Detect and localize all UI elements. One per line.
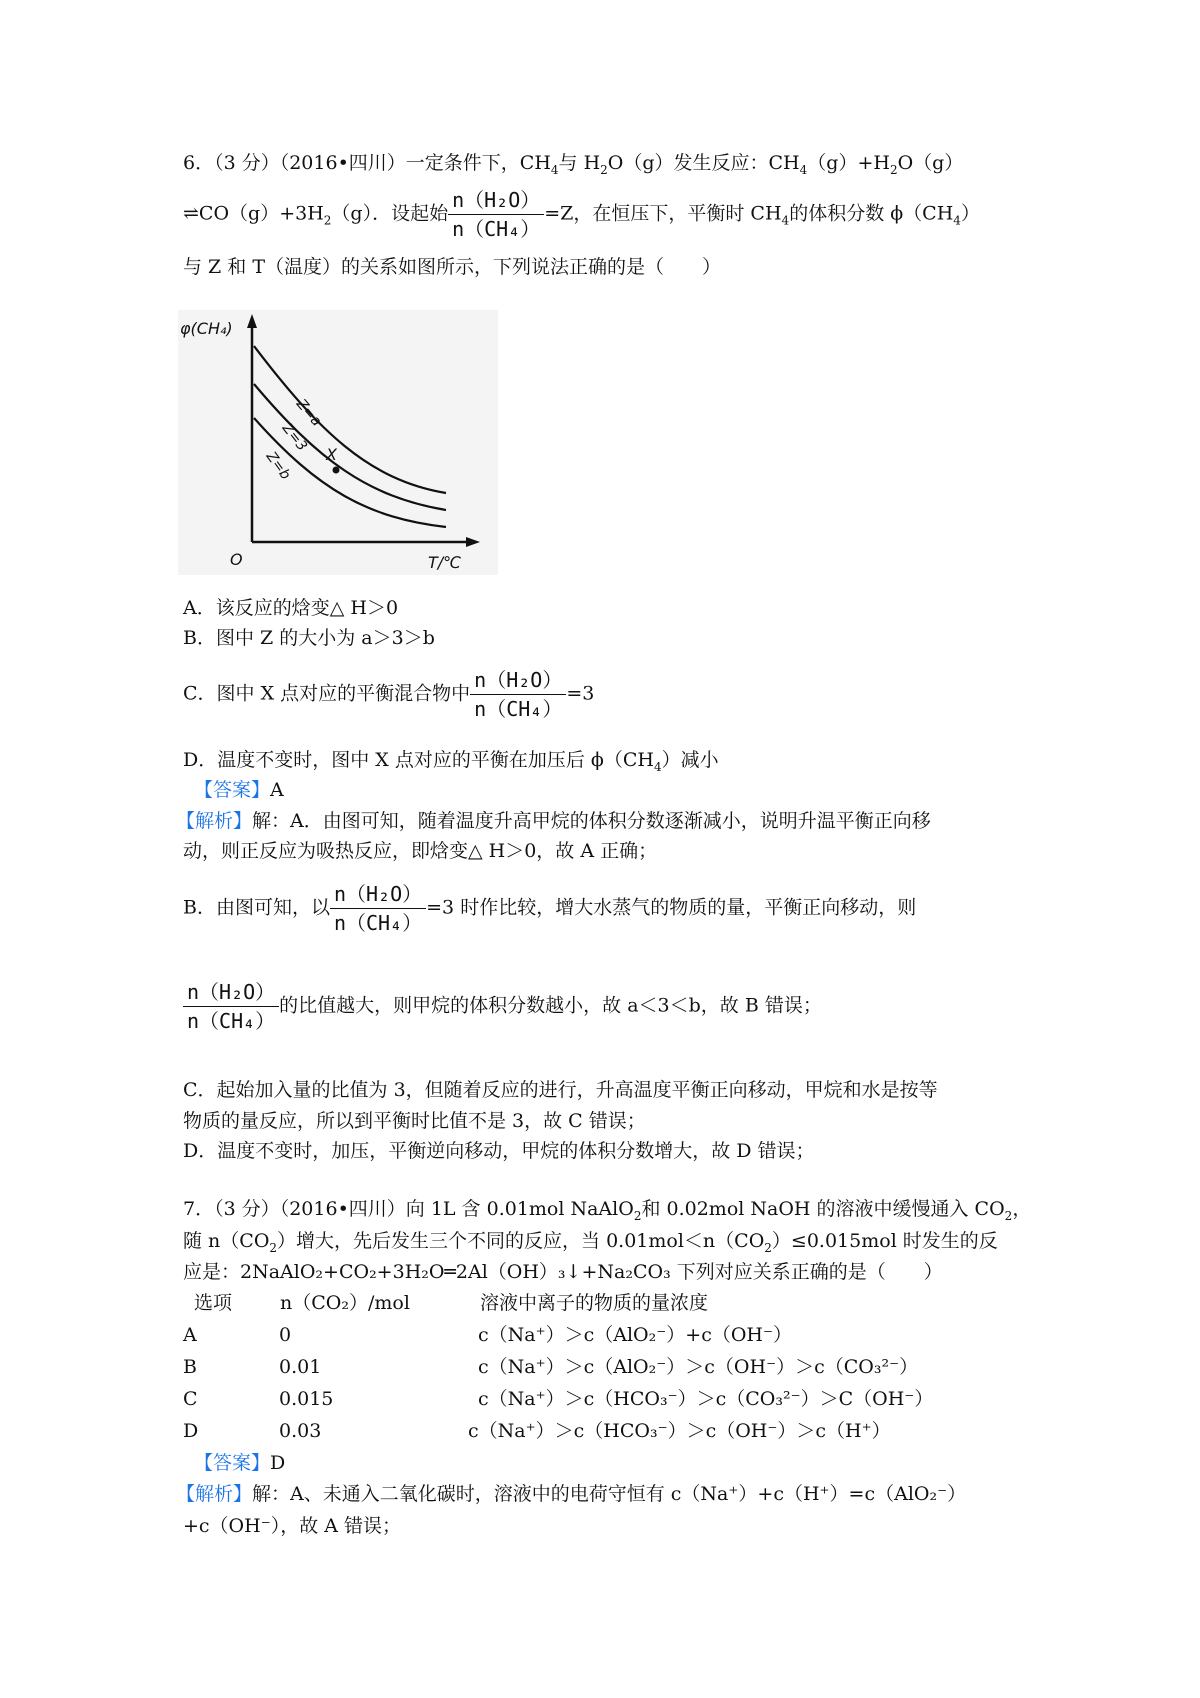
table-row [183,1418,1083,1444]
analysis-b-text-2: =3 时作比较，增大水蒸气的物质的量，平衡正向移动，则 [426,896,917,919]
option-d [183,747,719,780]
analysis-b-text: B．由图可知，以 [183,896,330,919]
analysis-tag: 【解析】 [176,1483,253,1505]
q7-line1-text-2: 和 0.02mol NaOH 的溶液中缓慢通入 CO [641,1198,1005,1220]
q6-line3: 与 Z 和 T（温度）的关系如图所示，下列说法正确的是（ ） [183,256,721,278]
option-c-text-2: =3 [566,682,595,705]
fraction-denominator: n（CH₄） [474,697,563,721]
table-header-concentration: 溶液中离子的物质的量浓度 [480,1292,709,1314]
q7-line1-text: 7．（3 分）（2016•四川）向 1L 含 0.01mol NaAlO [183,1198,634,1220]
q6-analysis-2: 动，则正反应为吸热反应，即焓变△ H＞0，故 A 正确； [183,840,658,862]
ratio-fraction [470,666,566,723]
q7-line2-text: 随 n（CO [183,1230,270,1252]
analysis-tag: 【解析】 [176,810,253,832]
table-cell-option: A [183,1324,197,1346]
q6-line2-text-2: （g）．设起始 [331,202,449,225]
q6-line2-text-4: 的体积分数 ϕ（CH [789,202,954,225]
graph-ylabel: φ(CH₄) [180,319,233,338]
subscript: 4 [653,759,662,774]
subscript: 4 [953,213,961,228]
table-row [183,1386,1083,1412]
table-cell-concentration: c（Na⁺）＞c（AlO₂⁻）＞c（OH⁻）＞c（CO₃²⁻） [478,1356,919,1378]
table-cell-nco2: 0.01 [279,1356,322,1378]
option-c [183,666,594,723]
q6-analysis-1 [176,808,931,834]
curve-label-b: Z=b [262,448,294,483]
option-c-text: C．图中 X 点对应的平衡混合物中 [183,682,471,705]
option-b: B．图中 Z 的大小为 a＞3＞b [183,627,435,649]
ratio-fraction [183,978,279,1035]
option-d-text: D．温度不变时，图中 X 点对应的平衡在加压后 ϕ（CH [183,749,654,771]
option-a: A．该反应的焓变△ H＞0 [183,597,399,619]
table-cell-concentration: c（Na⁺）＞c（HCO₃⁻）＞c（OH⁻）＞c（H⁺） [468,1420,891,1442]
answer-tag: 【答案】 [194,779,271,801]
point-x-label: X [326,445,337,464]
graph-xlabel: T/℃ [428,553,462,572]
subscript: 2 [889,162,898,177]
q7-line1 [183,1196,1031,1229]
table-row [183,1322,1083,1348]
subscript: 4 [781,213,790,228]
q7-line1-text-3: ， [1012,1198,1032,1220]
equilibrium-graph [178,310,498,575]
graph-background [178,310,498,575]
q6-line2-text: ⇌CO（g）+3H [183,202,324,225]
fraction-numerator: n（H₂O） [470,666,566,695]
fraction-denominator: n（CH₄） [333,911,423,935]
q6-analysis-c1: C．起始加入量的比值为 3，但随着反应的进行，升高温度平衡正向移动，甲烷和水是按等 [183,1079,938,1101]
q6-analysis-c2: 物质的量反应，所以到平衡时比值不是 3，故 C 错误； [183,1110,646,1132]
fraction-numerator: n（H₂O） [330,880,426,909]
curve-label-a: Z=a [292,396,325,430]
graph-origin: O [230,550,243,569]
subscript: 2 [600,162,608,177]
subscript: 2 [323,213,332,228]
q6-header-text-2: 与 H [558,152,601,174]
table-cell-nco2: 0.015 [279,1388,334,1410]
q6-header-text-5: O（g） [897,152,964,174]
table-cell-concentration: c（Na⁺）＞c（HCO₃⁻）＞c（CO₃²⁻）＞C（OH⁻） [478,1388,934,1410]
subscript: 2 [633,1208,642,1223]
table-cell-option: D [183,1420,199,1442]
point-x [333,467,340,474]
curve-label-3: Z=3 [278,420,311,455]
table-row [183,1354,1083,1380]
q6-header-text-4: （g）+H [807,152,890,174]
q7-answer [194,1450,285,1476]
table-header-row [194,1290,1094,1316]
subscript: 4 [799,162,808,177]
q6-line2-text-5: ） [960,202,980,225]
fraction-denominator: n（CH₄） [452,217,541,241]
table-cell-concentration: c（Na⁺）＞c（AlO₂⁻）+c（OH⁻） [478,1324,793,1346]
subscript: 2 [269,1240,278,1255]
q6-analysis-b [183,880,916,937]
q7-line2 [183,1228,998,1261]
table-header-nco2: n（CO₂）/mol [280,1292,410,1314]
table-cell-nco2: 0.03 [279,1420,322,1442]
subscript: 2 [1004,1208,1013,1223]
fraction-numerator: n（H₂O） [448,186,544,215]
fraction-denominator: n（CH₄） [187,1009,276,1033]
q7-analysis-1 [176,1481,966,1507]
ratio-fraction [330,880,426,937]
answer-tag: 【答案】 [194,1452,271,1474]
q6-header-text-3: O（g）发生反应：CH [607,152,800,174]
analysis-text: 解：A．由图可知，随着温度升高甲烷的体积分数逐渐减小，说明升温平衡正向移 [252,810,931,832]
subscript: 2 [764,1240,772,1255]
q7-line2-text-2: ）增大，先后发生三个不同的反应，当 0.01mol＜n（CO [277,1230,765,1252]
analysis-text: 解：A、未通入二氧化碳时，溶液中的电荷守恒有 c（Na⁺）+c（H⁺）=c（AlO₂⁻） [252,1483,967,1505]
analysis-b2-text: 的比值越大，则甲烷的体积分数越小，故 a＜3＜b，故 B 错误； [279,994,822,1017]
table-cell-option: B [183,1356,197,1378]
ratio-fraction [448,186,544,243]
q7-line3: 应是：2NaAlO₂+CO₂+3H₂O═2Al（OH）₃↓+Na₂CO₃ 下列对应关系正确的是（ ） [183,1261,943,1283]
subscript: 4 [550,162,559,177]
table-header-option: 选项 [194,1292,233,1314]
table-cell-option: C [183,1388,198,1410]
q6-analysis-b2 [183,978,822,1035]
answer-value: D [270,1452,286,1474]
option-d-text-2: ）减小 [661,749,719,771]
q6-line2-text-3: =Z，在恒压下，平衡时 CH [544,202,782,225]
q7-analysis-2: +c（OH⁻），故 A 错误； [183,1515,402,1537]
answer-value: A [270,779,284,801]
q6-answer [194,777,284,803]
q6-header-text: 6．（3 分）（2016•四川）一定条件下，CH [183,152,551,174]
q6-line2 [183,186,980,243]
q6-analysis-d: D．温度不变时，加压，平衡逆向移动，甲烷的体积分数增大，故 D 错误； [183,1140,815,1162]
fraction-numerator: n（H₂O） [183,978,279,1007]
q7-line2-text-3: ）≤0.015mol 时发生的反 [771,1230,998,1252]
table-cell-nco2: 0 [279,1324,292,1346]
q6-header [183,150,963,183]
